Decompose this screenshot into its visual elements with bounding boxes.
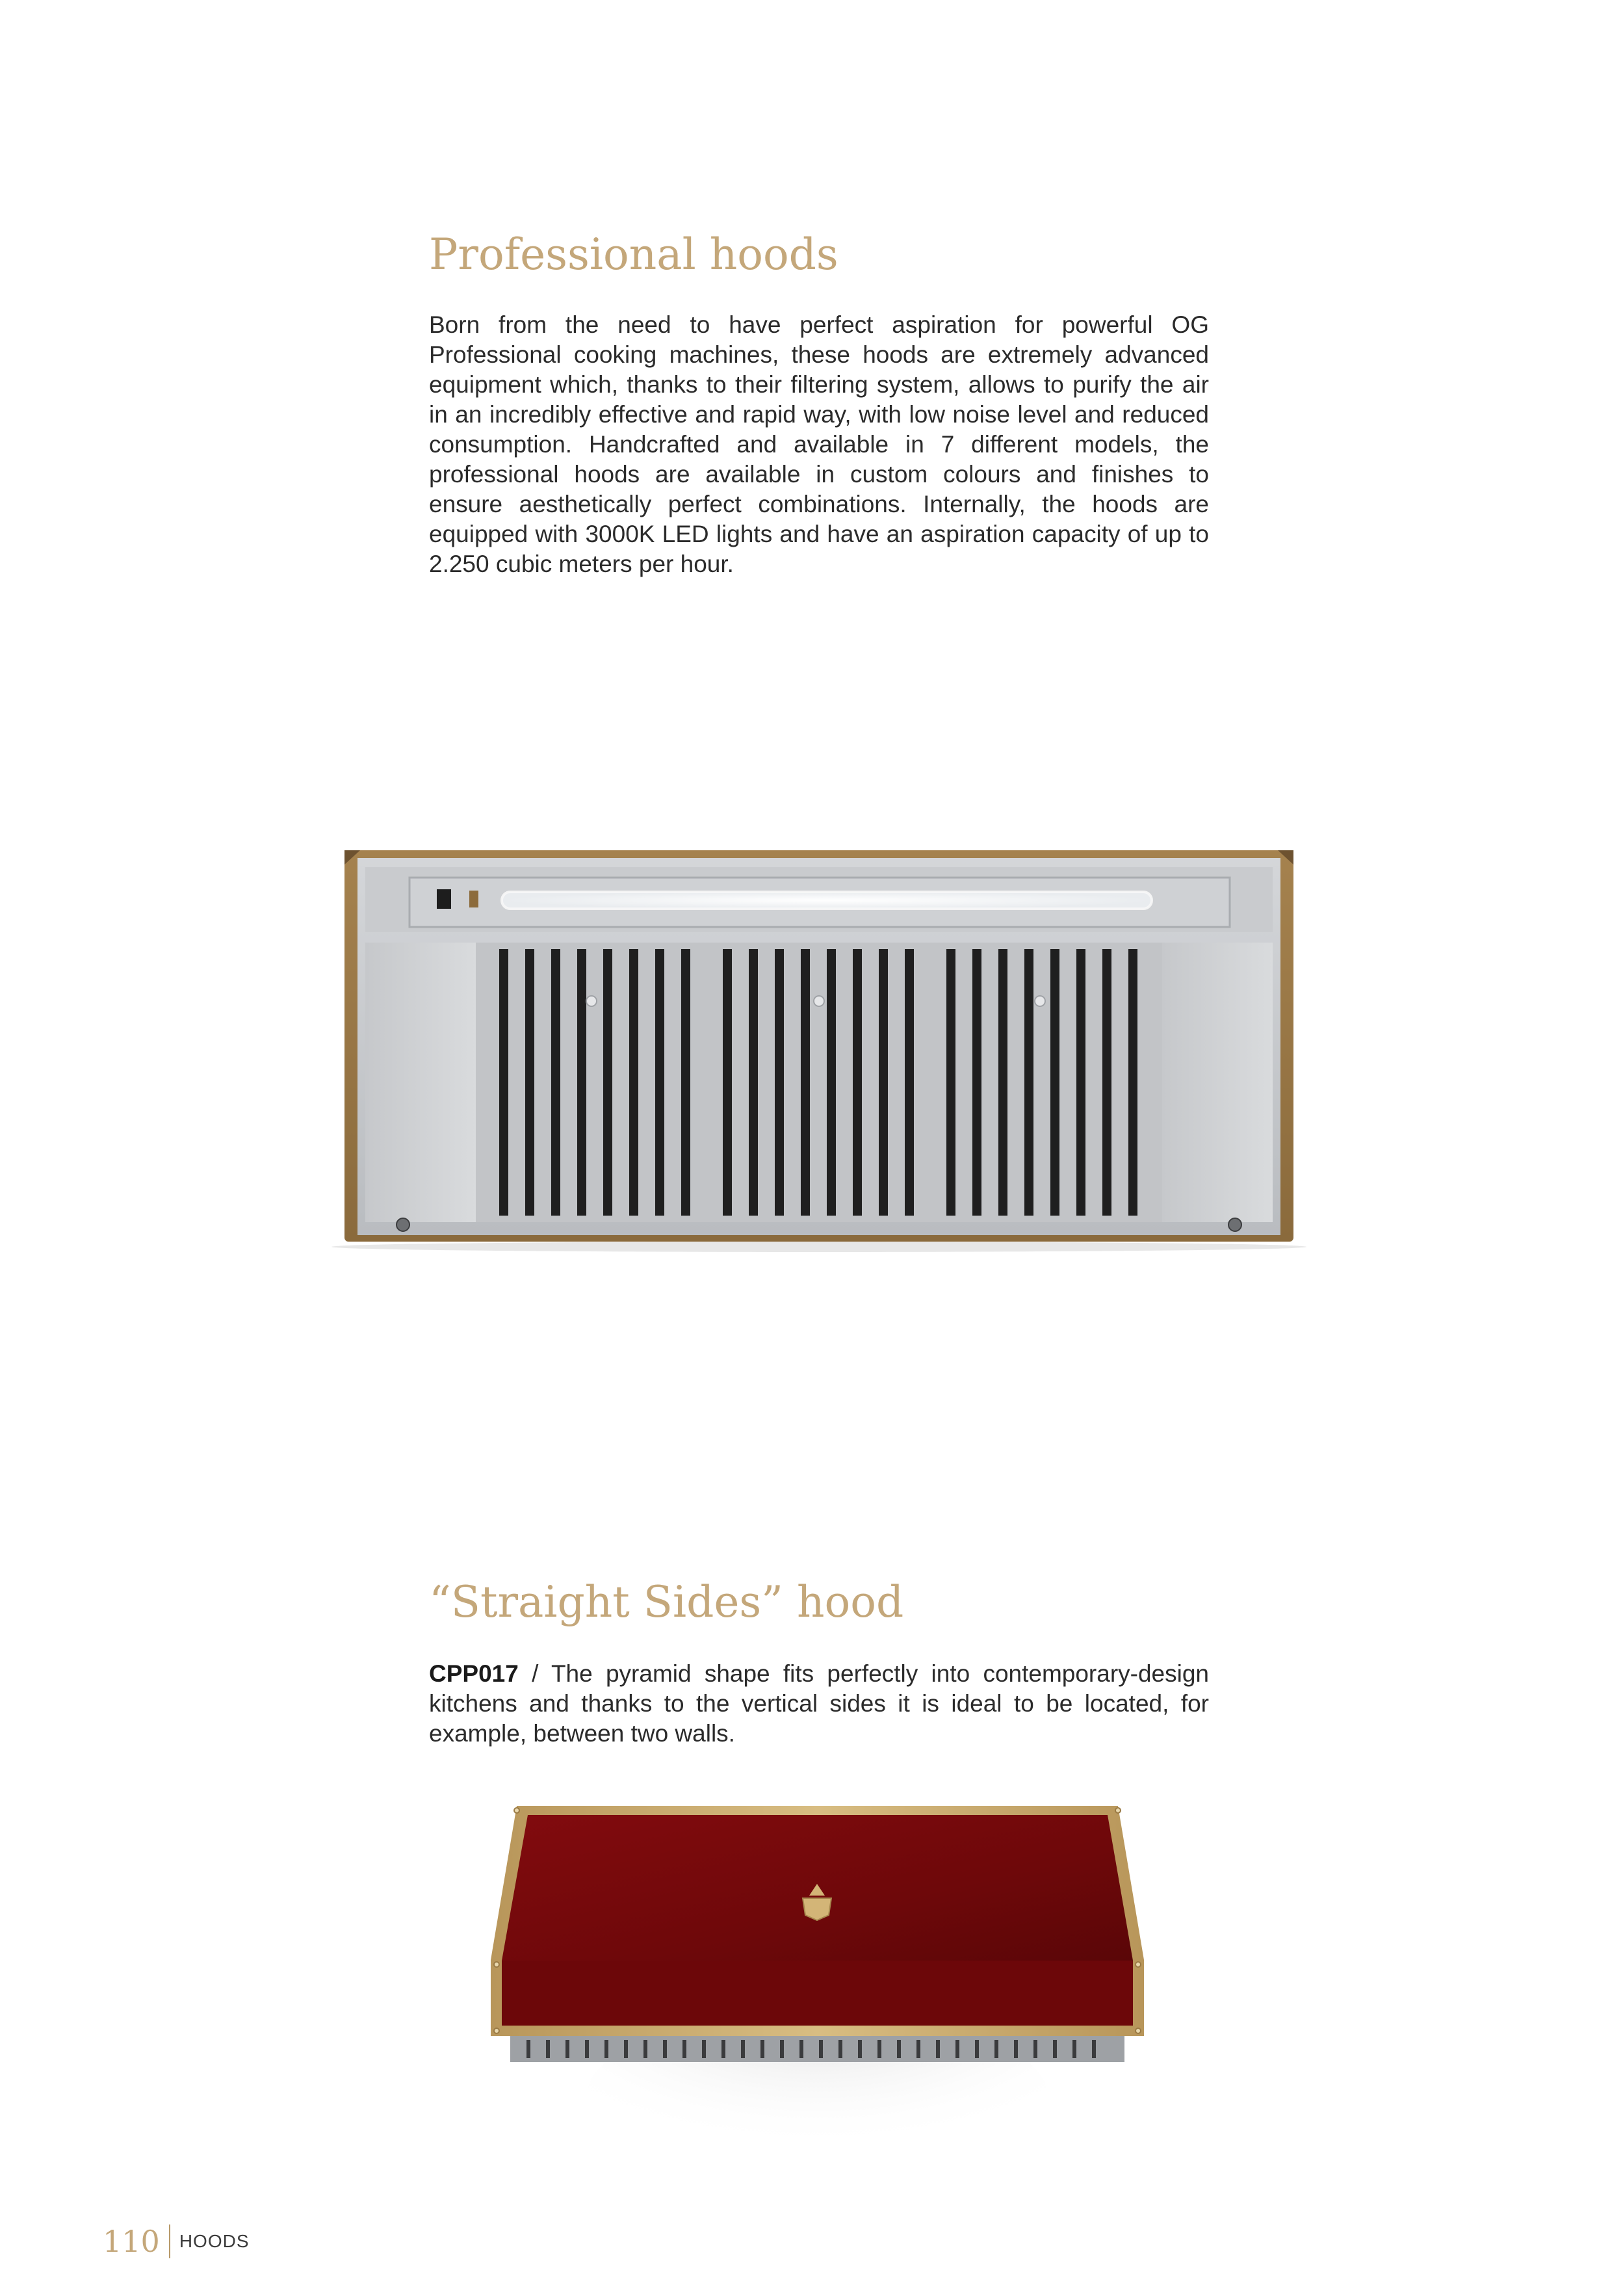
footer-divider (169, 2224, 170, 2258)
professional-hoods-description: Born from the need to have perfect aspiration for powerful OG Professional cooking machines, these hoods are extremely advanced equipment which, thanks to their filtering system, allows to purify the air in an incredibly effective and rapid way, with low noise level and reduced consumption. Handcrafted and available in 7 different models, the professional hoods are available in custom colours and finishes to ensure aesthetically perfect combinations. Internally, the hoods are equipped with 3000K LED lights and have an aspiration capacity of up to 2.250 cubic meters per hour. (429, 311, 1209, 577)
page-footer (103, 2222, 250, 2261)
footer-section-label: HOODS (179, 2231, 250, 2251)
page-number: 110 (103, 2224, 160, 2259)
code-separator: / (518, 1660, 551, 1687)
section-title-professional-hoods: Professional hoods (429, 229, 838, 280)
professional-hood-image (325, 839, 1313, 1255)
product-code: CPP017 (429, 1660, 519, 1687)
straight-sides-hood-description (429, 1659, 1209, 1749)
section-title-straight-sides-hood: “Straight Sides” hood (429, 1577, 904, 1627)
straight-sides-hood-text: The pyramid shape fits perfectly into contemporary-design kitchens and thanks to the vertical sides it is ideal to be located, for example, between two walls. (429, 1660, 1210, 1747)
straight-sides-hood-image (455, 1801, 1180, 2217)
